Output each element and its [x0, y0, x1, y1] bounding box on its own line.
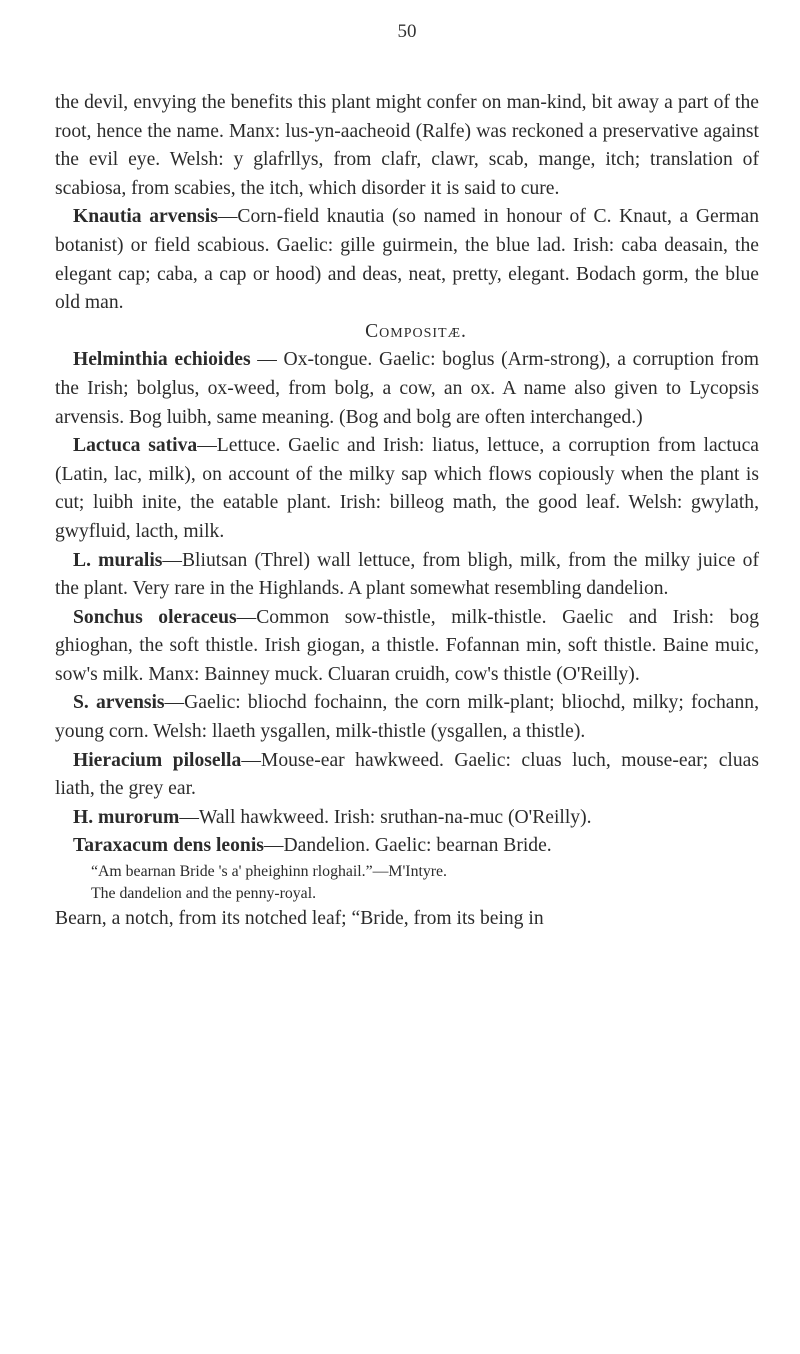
paragraph-continuation [55, 89, 759, 203]
entry-knautia [55, 203, 759, 317]
latin-name: Sonchus oleraceus [73, 606, 237, 628]
entry-hieracium-murorum [55, 804, 759, 833]
latin-name: L. muralis [73, 549, 163, 571]
entry-text: —Corn-field knautia (so named in honour of C. Knaut, a German botanist) or field scabious. Gaelic: gille guirmein, the blue lad. Irish: caba deasain, the elegant cap; caba, a cap or hood) and deas, neat, pretty, elegant. Bodach gorm, the blue old man. [55, 206, 759, 314]
entry-text: —Wall hawkweed. Irish: sruthan-na-muc (O'Reilly). [179, 806, 592, 828]
entry-lactuca-muralis [55, 547, 759, 604]
entry-text: — Ox-tongue. Gaelic: boglus (Arm-strong), a corruption from the Irish; bolglus, ox-weed, from bolg, a cow, an ox. A name also given to Lycopsis arvensis. Bog luibh, same meaning. (Bog and bolg are often interchanged.) [55, 349, 759, 428]
entry-helminthia [55, 346, 759, 432]
latin-name: Knautia arvensis [73, 206, 218, 228]
entry-hieracium-pilosella [55, 747, 759, 804]
latin-name: H. murorum [73, 806, 180, 828]
latin-name: Taraxacum dens leonis [73, 835, 264, 857]
entry-text: —Mouse-ear hawkweed. Gaelic: cluas luch, mouse-ear; cluas liath, the grey ear. [55, 749, 759, 800]
body-text [55, 89, 759, 934]
entry-text: —Common sow-thistle, milk-thistle. Gaelic and Irish: bog ghioghan, the soft thistle. Irish giogan, a thistle. Fofannan min, soft thistle. Baine muic, sow's milk. Manx: Bainney muck. Cluaran cruidh, cow's thistle (O'Reilly). [55, 606, 759, 685]
latin-name: Hieracium pilosella [73, 749, 242, 771]
paragraph-text: the devil, envying the benefits this plant might confer on man-kind, bit away a part of the root, hence the name. Manx: lus-yn-aacheoid (Ralfe) was reckoned a preservative against the evil eye. Welsh: y glafrllys, from clafr, clawr, scab, mange, itch; translation of scabiosa, from scabies, the itch, which disorder it is said to cure. [55, 92, 759, 199]
entry-taraxacum [55, 832, 759, 861]
latin-name: S. arvensis [73, 692, 165, 714]
entry-sonchus-arvensis [55, 689, 759, 746]
entry-text: —Lettuce. Gaelic and Irish: liatus, lettuce, a corruption from lactuca (Latin, lac, milk), on account of the milky sap which flows copiously when the plant is cut; luibh inite, the eatable plant. Irish: billeog math, the good leaf. Welsh: gwylath, gwyfluid, lacth, milk. [55, 435, 759, 542]
paragraph-bearn [55, 905, 759, 934]
entry-text: —Gaelic: bliochd fochainn, the corn milk-plant; bliochd, milky; fochann, young corn. Welsh: llaeth ysgallen, milk-thistle (ysgallen, a thistle). [55, 692, 759, 743]
latin-name: Lactuca sativa [73, 435, 198, 457]
verse-quote: “Am bearnan Bride 's a' pheighinn rloghail.”—M'Intyre. [91, 863, 447, 881]
entry-text: —Dandelion. Gaelic: bearnan Bride. [263, 835, 552, 857]
entry-sonchus-oleraceus [55, 604, 759, 690]
page-number: 50 [397, 21, 417, 42]
latin-name: Helminthia echioides [73, 349, 251, 371]
paragraph-text: Bearn, a notch, from its notched leaf; “Bride, from its being in [55, 908, 544, 930]
verse-translation: The dandelion and the penny-royal. [91, 885, 317, 903]
entry-lactuca-sativa [55, 432, 759, 546]
section-heading: Compositæ. [365, 320, 467, 342]
entry-text: —Bliutsan (Threl) wall lettuce, from bligh, milk, from the milky juice of the plant. Very rare in the Highlands. A plant somewhat resembling dandelion. [55, 549, 759, 600]
